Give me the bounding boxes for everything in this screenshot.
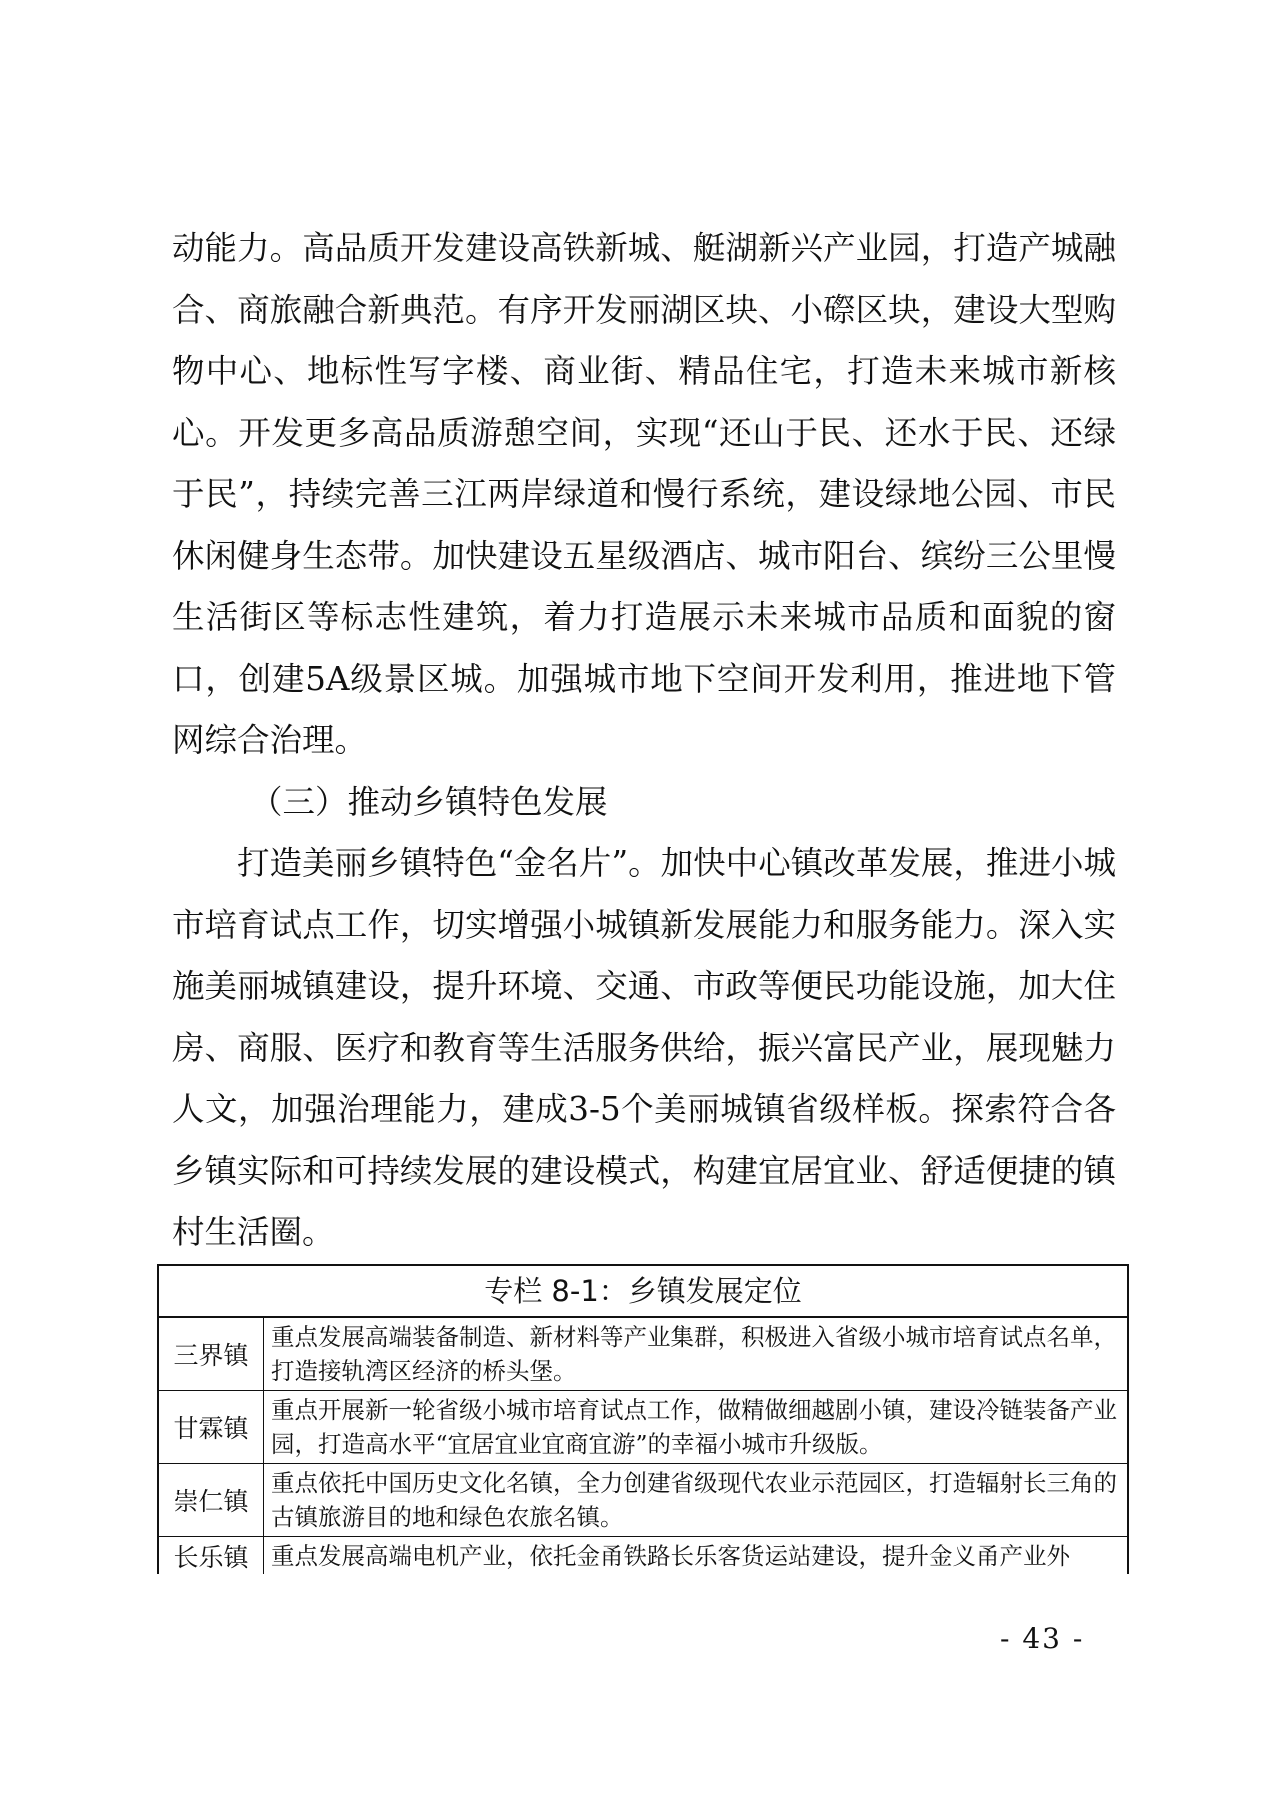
body-text <box>172 218 1116 1264</box>
table-row <box>159 1391 1127 1464</box>
column-box-town-positioning <box>157 1264 1129 1574</box>
table-row <box>159 1318 1127 1391</box>
town-name: 甘霖镇 <box>159 1391 264 1463</box>
town-description: 重点依托中国历史文化名镇，全力创建省级现代农业示范园区，打造辐射长三角的古镇旅游目的地和绿色农旅名镇。 <box>271 1469 1117 1531</box>
table-row <box>159 1464 1127 1537</box>
town-description: 重点发展高端电机产业，依托金甬铁路长乐客货运站建设，提升金义甬产业外 <box>271 1542 1070 1570</box>
table-row <box>159 1537 1127 1574</box>
town-name: 崇仁镇 <box>159 1464 264 1536</box>
paragraph-2: 打造美丽乡镇特色“金名片”。加快中心镇改革发展，推进小城市培育试点工作，切实增强小城镇新发展能力和服务能力。深入实施美丽城镇建设，提升环境、交通、市政等便民功能设施，加大住房、商服、医疗和教育等生活服务供给，振兴富民产业，展现魅力人文，加强治理能力，建成3-5个美丽城镇省级样板。探索符合各乡镇实际和可持续发展的建设模式，构建宜居宜业、舒适便捷的镇村生活圈。 <box>172 844 1116 1251</box>
town-description: 重点开展新一轮省级小城市培育试点工作，做精做细越剧小镇，建设冷链装备产业园，打造高水平“宜居宜业宜商宜游”的幸福小城市升级版。 <box>271 1396 1117 1458</box>
paragraph-1: 动能力。高品质开发建设高铁新城、艇湖新兴产业园，打造产城融合、商旅融合新典范。有序开发丽湖区块、小磜区块，建设大型购物中心、地标性写字楼、商业街、精品住宅，打造未来城市新核心。开发更多高品质游憩空间，实现“还山于民、还水于民、还绿于民”，持续完善三江两岸绿道和慢行系统，建设绿地公园、市民休闲健身生态带。加快建设五星级酒店、城市阳台、缤纷三公里慢生活街区等标志性建筑，着力打造展示未来城市品质和面貌的窗口，创建5A级景区城。加强城市地下空间开发利用，推进地下管网综合治理。 <box>172 229 1116 759</box>
town-name: 长乐镇 <box>159 1537 264 1574</box>
page-number: - 43 - <box>1000 1622 1085 1655</box>
town-name: 三界镇 <box>159 1318 264 1390</box>
box-title: 专栏 8-1：乡镇发展定位 <box>159 1266 1127 1318</box>
section-heading: （三）推动乡镇特色发展 <box>250 782 608 821</box>
town-description: 重点发展高端装备制造、新材料等产业集群，积极进入省级小城市培育试点名单，打造接轨湾区经济的桥头堡。 <box>271 1323 1117 1385</box>
